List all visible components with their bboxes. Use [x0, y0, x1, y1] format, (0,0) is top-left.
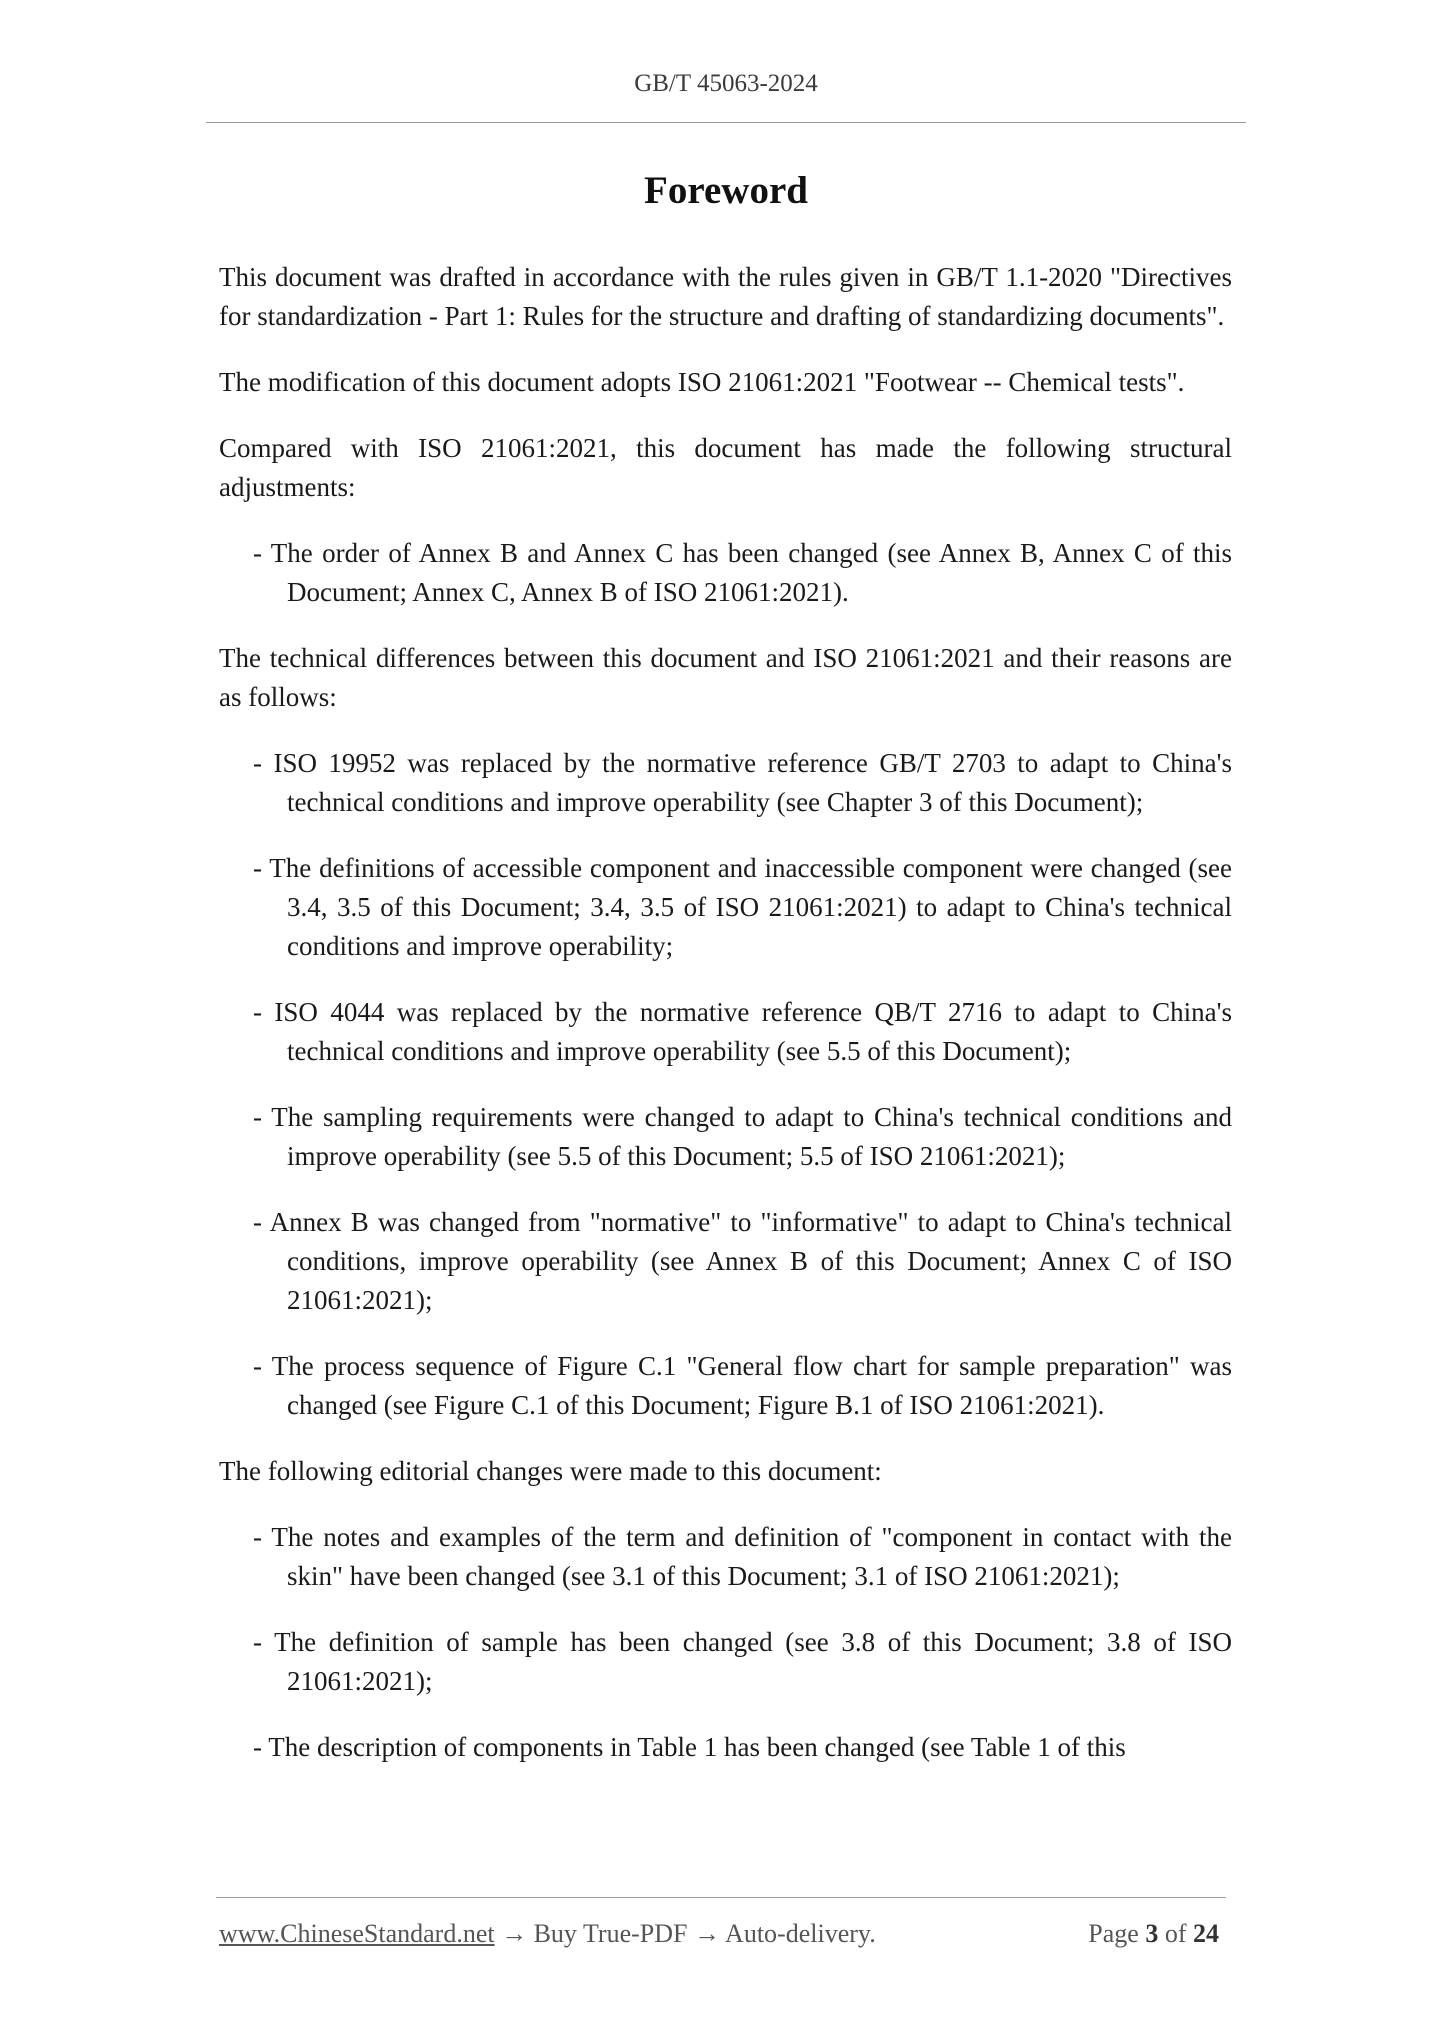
list-item-technical: - The process sequence of Figure C.1 "General flow chart for sample preparation" was changed (see Figure C.1 of this Document; Figure B.1 of ISO 21061:2021).	[253, 1351, 1232, 1420]
website-link[interactable]: www.ChineseStandard.net	[219, 1919, 495, 1948]
list-item-technical: - The definitions of accessible component and inaccessible component were changed (see 3.4, 3.5 of this Document; 3.4, 3.5 of ISO 21061:2021) to adapt to China's technical conditions and improve operability;	[253, 853, 1232, 961]
list-item-technical: - Annex B was changed from "normative" to "informative" to adapt to China's technical conditions, improve operability (see Annex B of this Document; Annex C of ISO 21061:2021);	[253, 1207, 1232, 1315]
running-header: GB/T 45063-2024	[634, 70, 818, 97]
header-divider	[206, 122, 1246, 123]
paragraph-structural-intro: Compared with ISO 21061:2021, this document has made the following structural adjustments:	[219, 433, 1232, 502]
footer-promo	[219, 1917, 876, 1951]
page-number	[1088, 1917, 1219, 1951]
list-item-editorial: - The description of components in Table 1 has been changed (see Table 1 of this	[253, 1732, 1126, 1762]
paragraph-editorial-intro: The following editorial changes were made to this document:	[219, 1456, 882, 1486]
list-item-technical: - ISO 19952 was replaced by the normative reference GB/T 2703 to adapt to China's technical conditions and improve operability (see Chapter 3 of this Document);	[253, 748, 1232, 817]
list-item-structural: - The order of Annex B and Annex C has been changed (see Annex B, Annex C of this Document; Annex C, Annex B of ISO 21061:2021).	[253, 538, 1232, 607]
page-total: 24	[1193, 1919, 1219, 1948]
page-current: 3	[1145, 1919, 1159, 1948]
list-item-technical: - ISO 4044 was replaced by the normative reference QB/T 2716 to adapt to China's technical conditions and improve operability (see 5.5 of this Document);	[253, 997, 1232, 1066]
list-item-editorial: - The definition of sample has been changed (see 3.8 of this Document; 3.8 of ISO 21061:2021);	[253, 1627, 1232, 1696]
document-body	[219, 258, 1232, 1794]
page-title: Foreword	[644, 169, 808, 212]
footer-tagline: → Buy True-PDF → Auto-delivery.	[501, 1919, 876, 1948]
paragraph-technical-intro: The technical differences between this document and ISO 21061:2021 and their reasons are as follows:	[219, 643, 1232, 712]
page-label: Page	[1088, 1919, 1139, 1948]
footer-divider	[216, 1897, 1226, 1898]
page-of-label: of	[1164, 1919, 1187, 1948]
list-item-technical: - The sampling requirements were changed to adapt to China's technical conditions and improve operability (see 5.5 of this Document; 5.5 of ISO 21061:2021);	[253, 1102, 1232, 1171]
paragraph-drafting-rules: This document was drafted in accordance with the rules given in GB/T 1.1-2020 "Directives for standardization - Part 1: Rules for the structure and drafting of standardizing documents".	[219, 262, 1232, 331]
paragraph-adoption: The modification of this document adopts ISO 21061:2021 "Footwear -- Chemical tests".	[219, 367, 1185, 397]
list-item-editorial: - The notes and examples of the term and definition of "component in contact with the skin" have been changed (see 3.1 of this Document; 3.1 of ISO 21061:2021);	[253, 1522, 1232, 1591]
